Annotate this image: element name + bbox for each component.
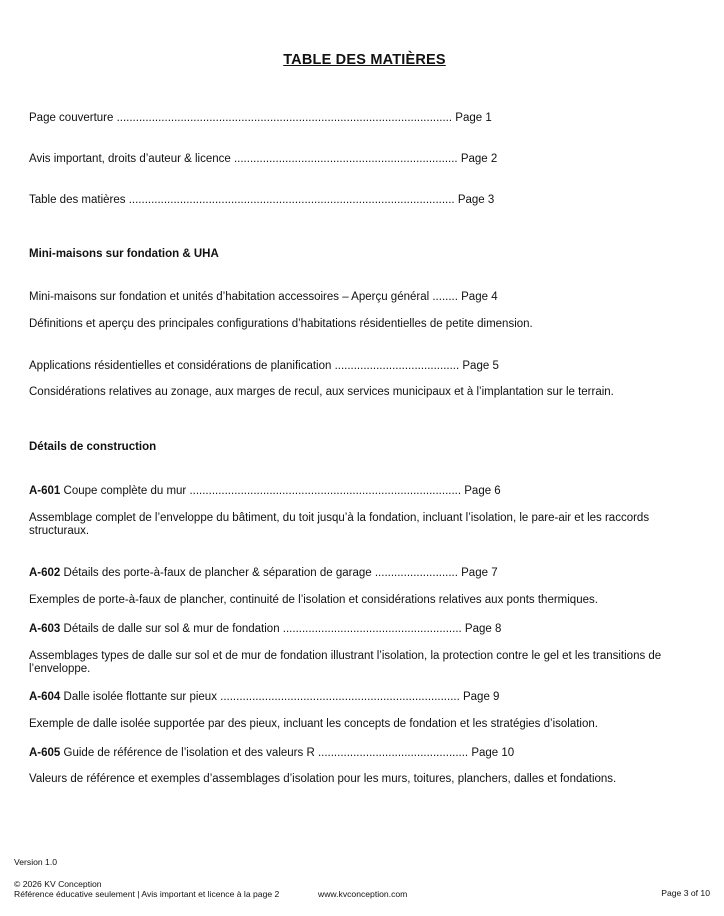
sheet-code: A-601 — [29, 485, 61, 497]
toc-entry-description: Exemple de dalle isolée supportée par des pieux, incluant les concepts de fondation et les stratégies d’isolation. — [29, 718, 598, 730]
toc-entry-a605[interactable] — [29, 746, 514, 760]
toc-entry-a602[interactable] — [29, 566, 498, 580]
toc-entry-text: Détails des porte-à-faux de plancher & séparation de garage .......................... — [63, 567, 458, 579]
toc-entry-a603[interactable] — [29, 622, 501, 636]
toc-entry-page: Page 4 — [461, 291, 498, 303]
sheet-code: A-605 — [29, 747, 61, 759]
toc-entry-page-4[interactable] — [29, 290, 498, 304]
section-heading-construction: Détails de construction — [29, 441, 157, 453]
toc-entry-cover[interactable] — [29, 111, 492, 125]
toc-entry-page: Page 10 — [471, 747, 515, 759]
sheet-code: A-604 — [29, 691, 61, 703]
toc-entry-page: Page 6 — [464, 485, 501, 497]
toc-entry-text: Page couverture ......................................................................................................... — [29, 112, 453, 124]
toc-entry-description: Définitions et aperçu des principales configurations d’habitations résidentielles de petite dimension. — [29, 318, 533, 330]
toc-entry-text: Guide de référence de l’isolation et des valeurs R ............................................... — [63, 747, 469, 759]
toc-entry-page-5[interactable] — [29, 359, 499, 373]
page-number: Page 3 of 10 — [661, 888, 710, 898]
toc-entry-text: Détails de dalle sur sol & mur de fondation ........................................................ — [63, 623, 462, 635]
toc-entry-page: Page 3 — [457, 194, 495, 206]
toc-entry-a601[interactable] — [29, 484, 501, 498]
toc-entry-page: Page 5 — [462, 360, 499, 372]
license-notice: Référence éducative seulement | Avis important et licence à la page 2 — [14, 889, 280, 899]
page-title: TABLE DES MATIÈRES — [283, 52, 446, 68]
toc-entry-a604[interactable] — [29, 690, 499, 704]
toc-entry-description: Assemblage complet de l’enveloppe du bâtiment, du toit jusqu’à la fondation, incluant l’isolation, le pare-air et les raccords structuraux. — [29, 512, 650, 537]
toc-entry-text: Coupe complète du mur ..................................................................................... — [63, 485, 462, 497]
toc-entry-page: Page 9 — [462, 691, 500, 703]
toc-entry-text: Dalle isolée flottante sur pieux ........................................................................... — [63, 691, 460, 703]
toc-entry-page: Page 1 — [455, 112, 492, 124]
toc-entry-text: Applications résidentielles et considérations de planification ....................................... — [29, 360, 460, 372]
version-label: Version 1.0 — [14, 857, 57, 867]
toc-entry-page: Page 8 — [464, 623, 502, 635]
toc-entry-description: Considérations relatives au zonage, aux marges de recul, aux services municipaux et à l’implantation sur le terrain. — [29, 386, 614, 398]
toc-entry-description: Exemples de porte-à-faux de plancher, continuité de l’isolation et considérations relatives aux ponts thermiques. — [29, 594, 598, 606]
toc-entry-description: Valeurs de référence et exemples d’assemblages d’isolation pour les murs, toitures, planchers, dalles et fondations. — [29, 773, 617, 785]
toc-entry-text: Table des matières ...................................................................................................... — [29, 194, 455, 206]
toc-entry-text: Avis important, droits d’auteur & licence ...................................................................... — [29, 153, 458, 165]
sheet-code: A-602 — [29, 567, 61, 579]
toc-entry-notice[interactable] — [29, 152, 497, 166]
toc-entry-page: Page 7 — [461, 567, 498, 579]
toc-entry-page: Page 2 — [460, 153, 498, 165]
toc-entry-description: Assemblages types de dalle sur sol et de mur de fondation illustrant l’isolation, la protection contre le gel et les transitions de l’enveloppe. — [29, 650, 662, 675]
section-heading-mini-maisons: Mini-maisons sur fondation & UHA — [29, 248, 219, 260]
toc-entry-text: Mini-maisons sur fondation et unités d’habitation accessoires – Aperçu général ........ — [29, 291, 458, 303]
website-link[interactable]: www.kvconception.com — [318, 889, 408, 899]
sheet-code: A-603 — [29, 623, 61, 635]
toc-entry-contents[interactable] — [29, 193, 494, 207]
copyright-text: © 2026 KV Conception — [14, 879, 102, 889]
